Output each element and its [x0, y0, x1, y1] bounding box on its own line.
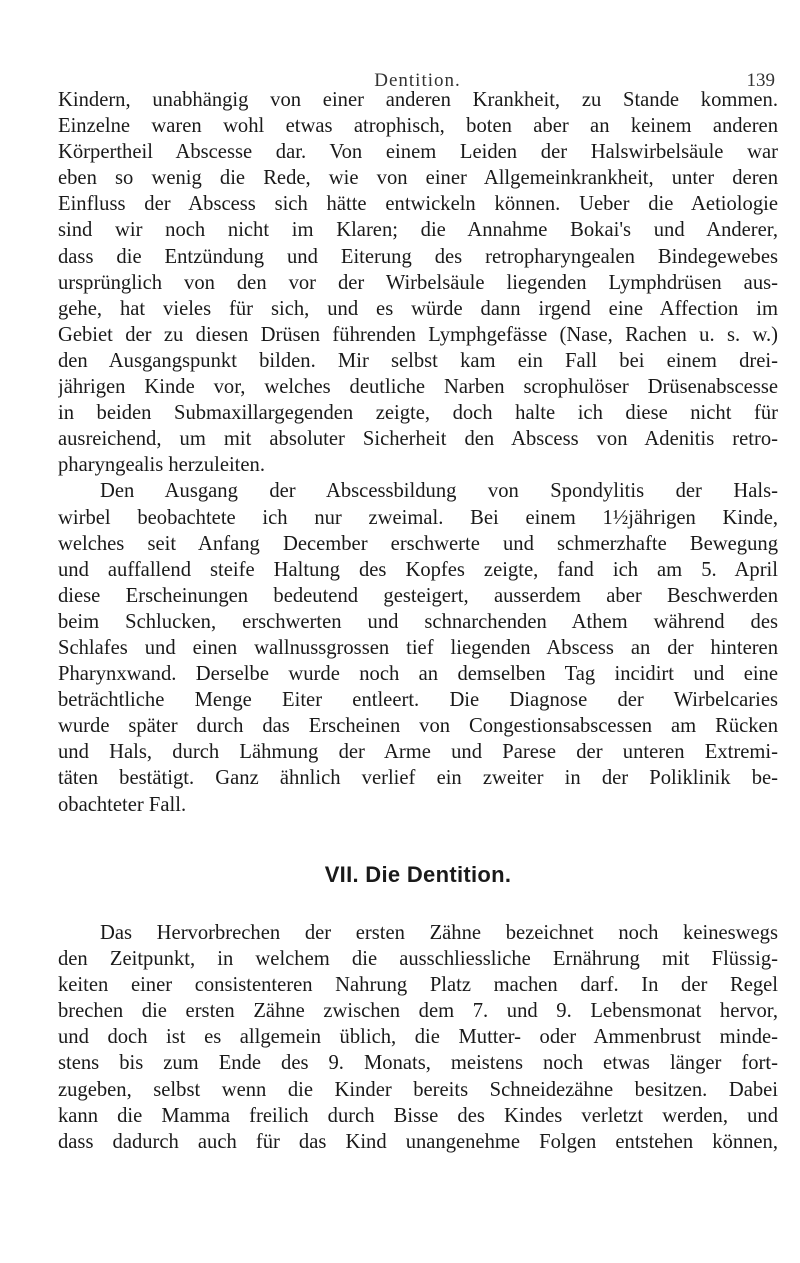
- paragraph-retropharyngeal-aetiology: [58, 87, 778, 478]
- text-line: zugeben, selbst wenn die Kinder bereits Schneidezähne besitzen. Dabei: [58, 1078, 778, 1101]
- text-line: Das Hervorbrechen der ersten Zähne bezeichnet noch keineswegs: [100, 922, 778, 944]
- paragraph-dentition: [58, 920, 778, 1155]
- paragraph-spondylitis: [58, 478, 778, 817]
- text-line: Einzelne waren wohl etwas atrophisch, boten aber an keinem anderen: [58, 115, 778, 138]
- text-line: welches seit Anfang December erschwerte und schmerzhafte Bewegung: [58, 532, 778, 555]
- text-line: wurde später durch das Erscheinen von Congestionsabscessen am Rücken: [58, 715, 778, 738]
- text-line: Pharynxwand. Derselbe wurde noch an demselben Tag incidirt und eine: [58, 663, 778, 686]
- text-line: stens bis zum Ende des 9. Monats, meistens noch etwas länger fort-: [58, 1052, 778, 1075]
- text-line: dass die Entzündung und Eiterung des retropharyngealen Bindegewebes: [58, 245, 778, 268]
- text-line: wirbel beobachtete ich nur zweimal. Bei einem 1½jährigen Kinde,: [58, 506, 778, 529]
- text-line: ursprünglich von den vor der Wirbelsäule liegenden Lymphdrüsen aus-: [58, 271, 778, 294]
- text-line: keiten einer consistenteren Nahrung Platz machen darf. In der Regel: [58, 974, 778, 997]
- text-line: sind wir noch nicht im Klaren; die Annahme Bokai's und Anderer,: [58, 219, 778, 242]
- text-block-upper: [58, 87, 778, 818]
- text-line: in beiden Submaxillargegenden zeigte, doch halte ich diese nicht für: [58, 402, 778, 425]
- text-line: brechen die ersten Zähne zwischen dem 7. und 9. Lebensmonat hervor,: [58, 1000, 778, 1023]
- text-line: und doch ist es allgemein üblich, die Mutter- oder Ammenbrust minde-: [58, 1026, 778, 1049]
- text-line: gehe, hat vieles für sich, und es würde dann irgend eine Affection im: [58, 297, 778, 320]
- text-line: Kindern, unabhängig von einer anderen Krankheit, zu Stande kommen.: [58, 89, 778, 111]
- text-line: und auffallend steife Haltung des Kopfes zeigte, fand ich am 5. April: [58, 558, 778, 581]
- text-line: beim Schlucken, erschwerten und schnarchenden Athem während des: [58, 610, 778, 633]
- text-line: obachteter Fall.: [58, 793, 187, 816]
- text-line: und Hals, durch Lähmung der Arme und Parese der unteren Extremi-: [58, 741, 778, 764]
- text-line: Körpertheil Abscesse dar. Von einem Leiden der Halswirbelsäule war: [58, 141, 778, 164]
- text-line: Den Ausgang der Abscessbildung von Spondylitis der Hals-: [100, 480, 778, 503]
- text-line: Schlafes und einen wallnussgrossen tief liegenden Abscess an der hinteren: [58, 636, 778, 659]
- text-line: täten bestätigt. Ganz ähnlich verlief ein zweiter in der Poliklinik be-: [58, 767, 778, 790]
- text-line: pharyngealis herzuleiten.: [58, 454, 265, 477]
- text-line: kann die Mamma freilich durch Bisse des Kindes verletzt werden, und: [58, 1104, 778, 1127]
- text-line: beträchtliche Menge Eiter entleert. Die Diagnose der Wirbelcaries: [58, 689, 778, 712]
- running-title: Dentition.: [374, 70, 461, 91]
- text-line: den Ausgangspunkt bilden. Mir selbst kam ein Fall bei einem drei-: [58, 349, 778, 372]
- text-line: jährigen Kinde vor, welches deutliche Narben scrophulöser Drüsenabscesse: [58, 376, 778, 399]
- section-heading: VII. Die Dentition.: [324, 862, 512, 887]
- text-line: eben so wenig die Rede, wie von einer Allgemeinkrankheit, unter deren: [58, 167, 778, 190]
- text-line: Gebiet der zu diesen Drüsen führenden Lymphgefässe (Nase, Rachen u. s. w.): [58, 323, 778, 346]
- text-line: Einfluss der Abscess sich hätte entwickeln können. Ueber die Aetiologie: [58, 193, 778, 216]
- text-line: ausreichend, um mit absoluter Sicherheit den Abscess von Adenitis retro-: [58, 428, 778, 451]
- text-block-lower: [58, 920, 778, 1155]
- text-line: den Zeitpunkt, in welchem die ausschliessliche Ernährung mit Flüssig-: [58, 948, 778, 971]
- text-line: dass dadurch auch für das Kind unangenehme Folgen entstehen können,: [58, 1130, 778, 1153]
- text-line: diese Erscheinungen bedeutend gesteigert, ausserdem aber Beschwerden: [58, 584, 778, 607]
- page-number: 139: [746, 70, 775, 91]
